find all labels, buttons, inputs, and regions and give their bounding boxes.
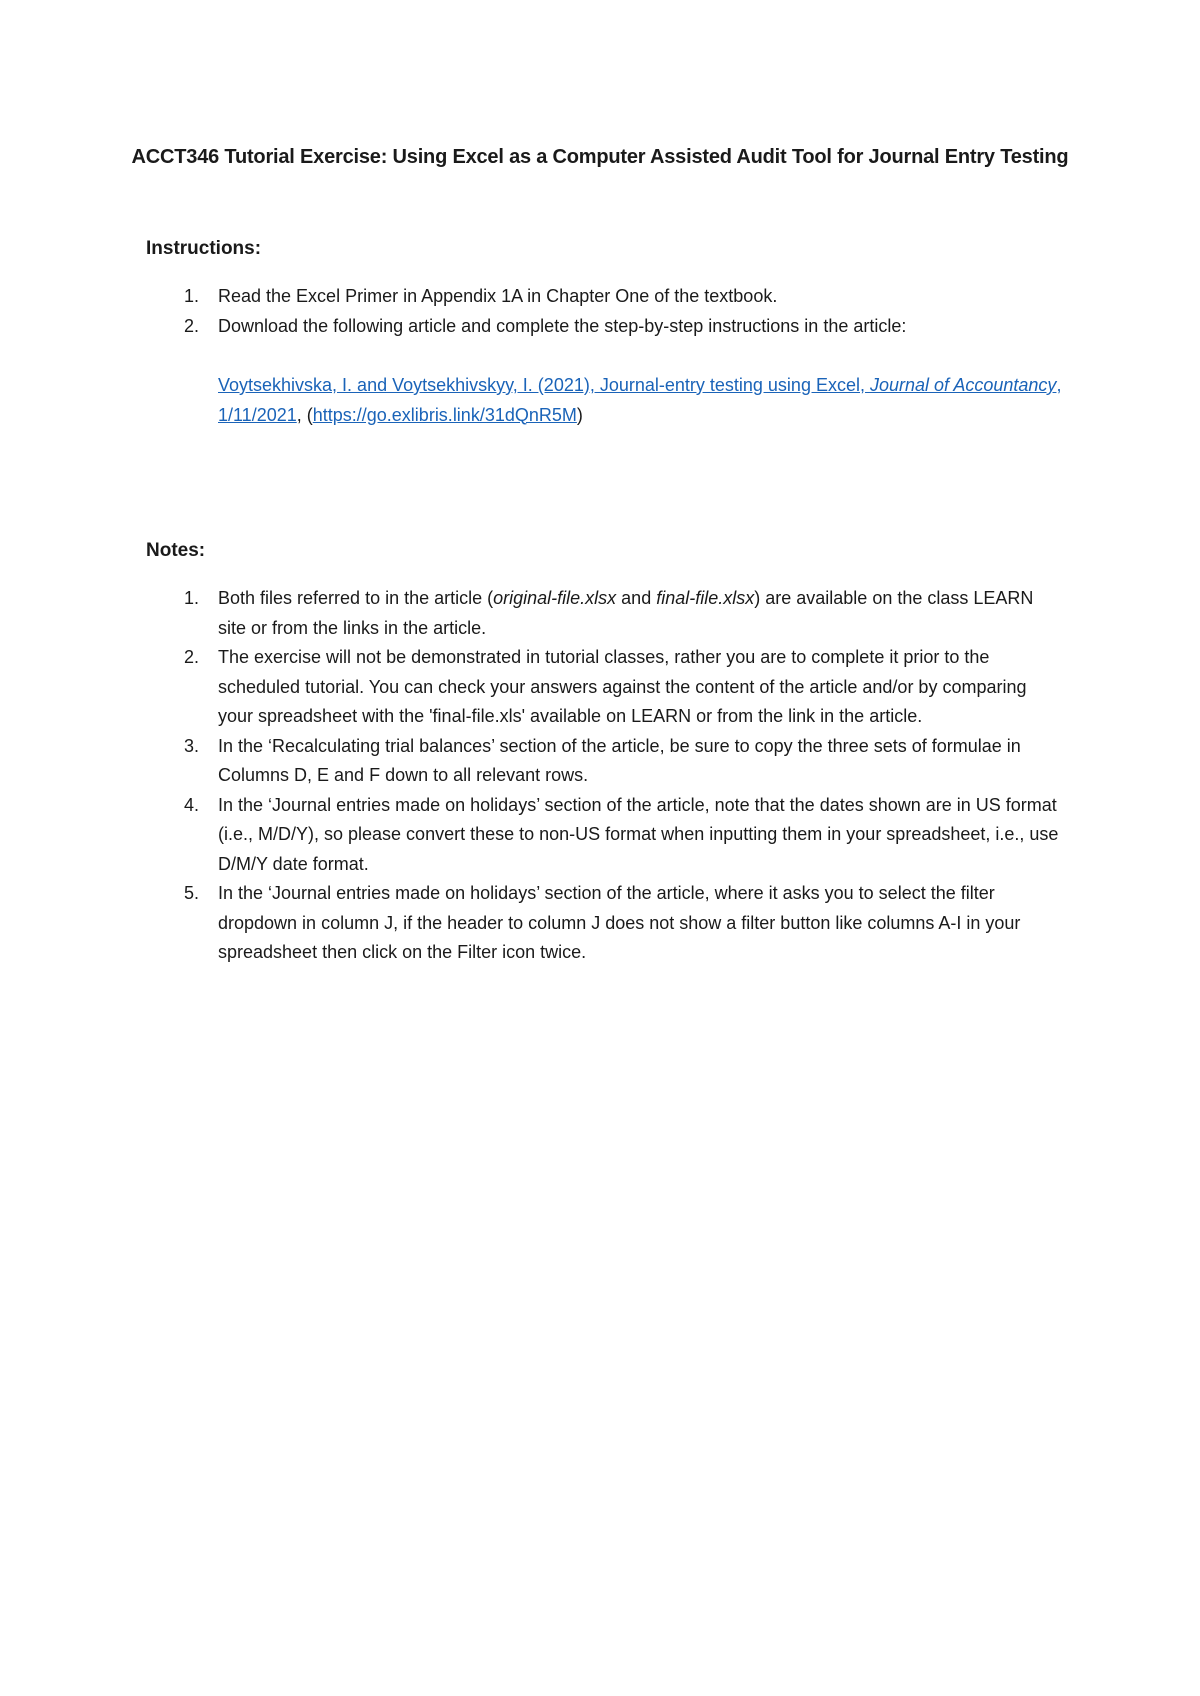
list-item <box>146 282 1066 312</box>
list-item <box>146 643 1066 732</box>
list-number: 2. <box>184 647 200 667</box>
instructions-list <box>146 282 1066 341</box>
page-title: ACCT346 Tutorial Exercise: Using Excel as a Computer Assisted Audit Tool for Journal Entry Testing <box>131 146 1069 168</box>
list-item <box>146 732 1066 791</box>
list-number: 5. <box>184 883 200 903</box>
list-number: 1. <box>184 588 200 608</box>
notes-heading: Notes: <box>146 540 206 561</box>
note-text: and <box>616 588 657 608</box>
filename-final: final-file.xlsx <box>656 588 755 608</box>
filename-original: original-file.xlsx <box>493 588 617 608</box>
list-item-text <box>218 588 1033 638</box>
list-item-text: The exercise will not be demonstrated in tutorial classes, rather you are to complete it prior to the scheduled tutorial. You can check your answers against the content of the article and/or by comparing your spreadsheet with the 'final-file.xls' available on LEARN or from the link in the article. <box>218 647 1027 726</box>
reference-citation: Voytsekhivska, I. and Voytsekhivskyy, I. (2021), Journal-entry testing using Excel, <box>218 375 870 395</box>
reference-date: , 1/11/2021 <box>218 375 1062 425</box>
note-text: ) are available on the class LEARN site or from the links in the article. <box>218 588 1034 638</box>
list-item <box>146 584 1066 643</box>
list-item-text: Read the Excel Primer in Appendix 1A in Chapter One of the textbook. <box>218 286 778 306</box>
list-number: 1. <box>184 286 200 306</box>
reference-journal: Journal of Accountancy <box>869 375 1057 395</box>
list-item-text: Download the following article and complete the step-by-step instructions in the article: <box>218 315 907 336</box>
reference-separator: , ( <box>296 404 313 425</box>
list-item-text: In the ‘Recalculating trial balances’ section of the article, be sure to copy the three sets of formulae in Columns D, E and F down to all relevant rows. <box>218 735 1021 785</box>
list-item-text: In the ‘Journal entries made on holidays’ section of the article, where it asks you to select the filter dropdown in column J, if the header to column J does not show a filter button like columns A-I in your spreadsheet then click on the Filter icon twice. <box>218 883 1021 962</box>
list-item <box>146 791 1066 880</box>
list-number: 2. <box>184 315 200 336</box>
article-reference <box>218 371 1078 430</box>
reference-separator: ) <box>576 404 583 425</box>
notes-list <box>146 584 1066 968</box>
article-url-link[interactable]: https://go.exlibris.link/31dQnR5M <box>312 404 577 425</box>
list-number: 4. <box>184 794 200 815</box>
list-number: 3. <box>184 735 200 756</box>
list-item <box>146 312 1066 342</box>
instructions-heading: Instructions: <box>146 238 262 259</box>
note-text: Both files referred to in the article ( <box>218 588 494 608</box>
list-item <box>146 879 1066 968</box>
list-item-text: In the ‘Journal entries made on holidays’ section of the article, note that the dates shown are in US format (i.e., M/D/Y), so please convert these to non-US format when inputting them in your spreadsheet, i.e., use D/M/Y date format. <box>218 794 1059 874</box>
